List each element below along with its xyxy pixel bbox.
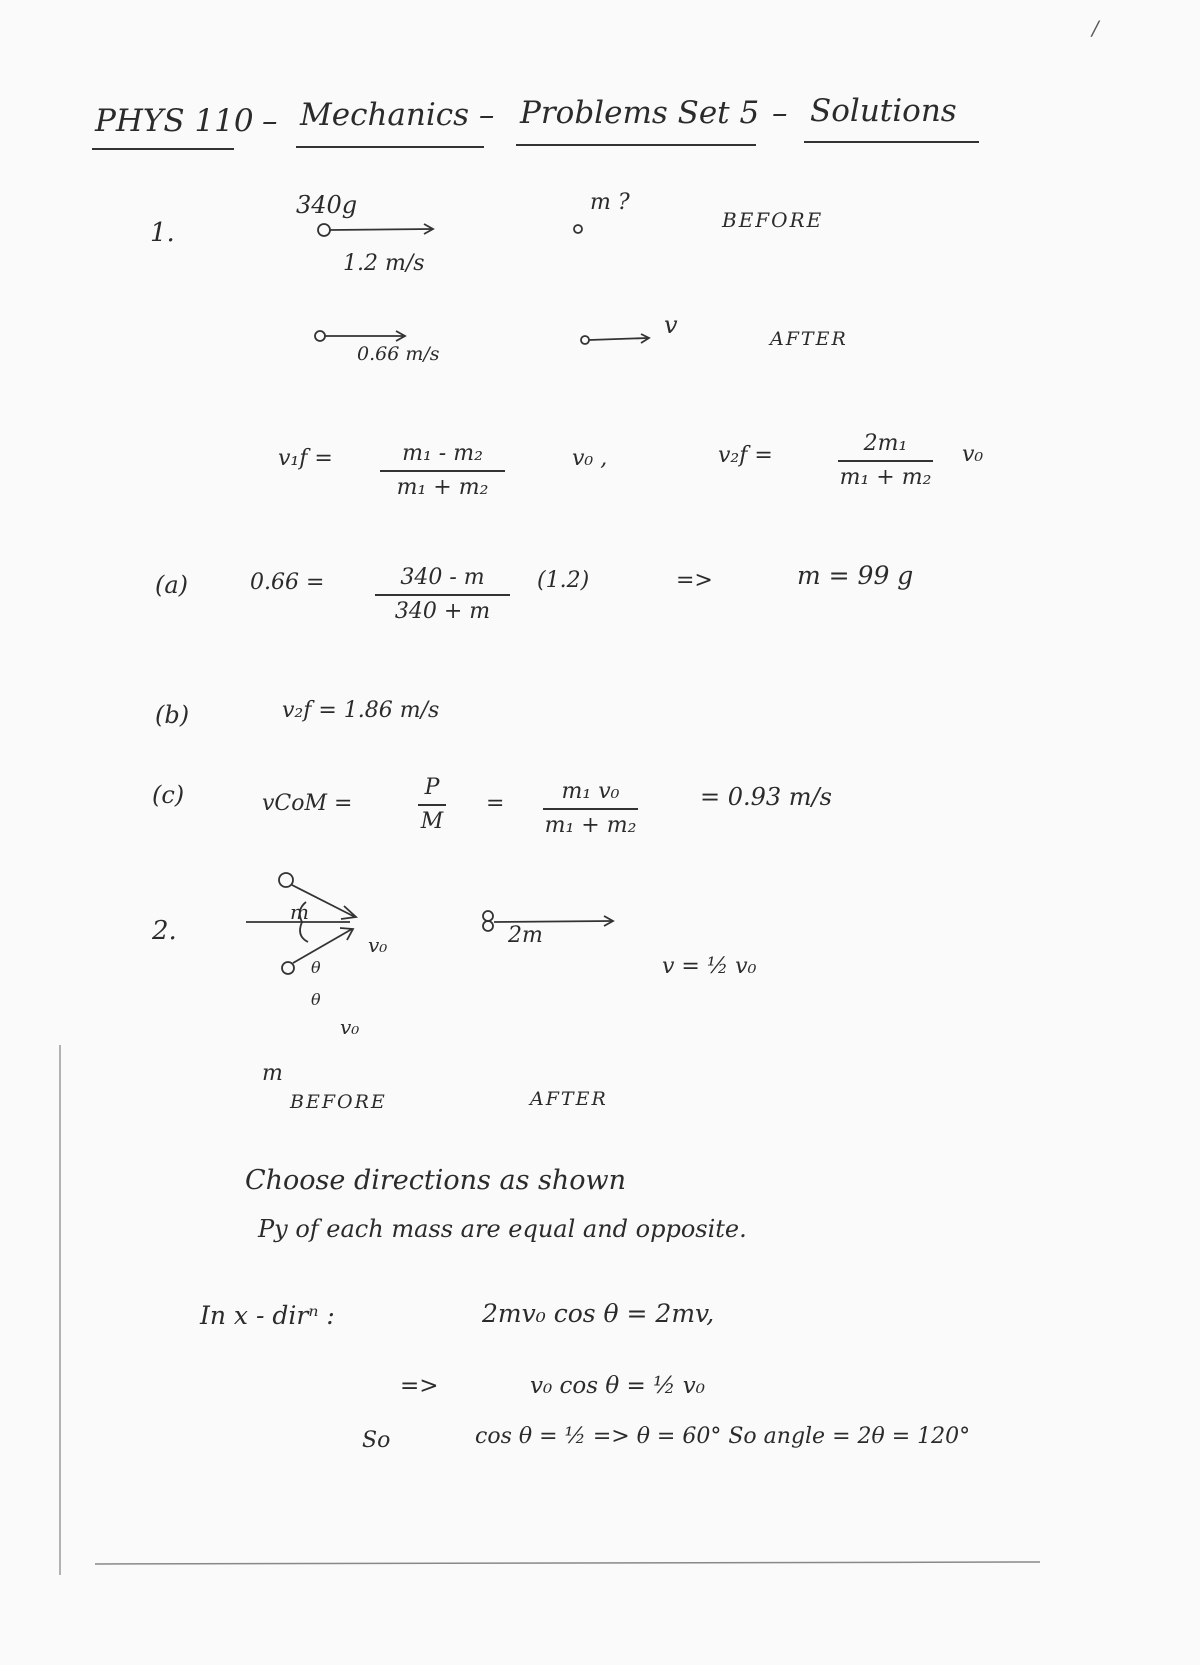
numerator: m₁ v₀ bbox=[561, 779, 620, 804]
ball-icon bbox=[483, 921, 493, 931]
denominator: m₁ + m₂ bbox=[396, 474, 489, 500]
numerator: m₁ - m₂ bbox=[402, 441, 483, 466]
unknown-mass-label: m ? bbox=[590, 190, 630, 215]
arrow-right-icon bbox=[330, 229, 432, 230]
formula-v1f-tail: v₀ , bbox=[572, 446, 608, 471]
mass-label: m bbox=[262, 1061, 283, 1086]
denominator: 340 + m bbox=[394, 598, 491, 624]
title-course: PHYS 110 bbox=[95, 103, 254, 139]
ball-icon bbox=[315, 331, 325, 341]
title-dash: – bbox=[262, 103, 278, 139]
part-c-equals: = bbox=[486, 791, 505, 816]
before-label: BEFORE bbox=[290, 1091, 387, 1113]
denominator: M bbox=[420, 808, 444, 834]
part-c-momentum-fraction bbox=[418, 777, 446, 833]
part-a-result: m = 99 g bbox=[797, 561, 914, 590]
equation-label: In x - dirⁿ : bbox=[200, 1301, 335, 1330]
part-label: (a) bbox=[155, 571, 189, 599]
part-c-fraction bbox=[543, 781, 638, 837]
implies-arrow: => bbox=[676, 568, 713, 593]
problem-number: 2. bbox=[152, 916, 177, 946]
angle-label: θ bbox=[311, 990, 321, 1009]
ball-icon bbox=[574, 225, 582, 233]
mass-label: 340g bbox=[296, 191, 358, 219]
mass-label: m bbox=[290, 900, 309, 924]
arrow-right-icon bbox=[589, 338, 648, 340]
equation: cos θ = ½ => θ = 60° So angle = 2θ = 120° bbox=[475, 1424, 971, 1449]
ball-icon bbox=[282, 962, 294, 974]
velocity-label: 0.66 m/s bbox=[357, 343, 440, 365]
ball-icon bbox=[279, 873, 293, 887]
numerator: P bbox=[424, 775, 440, 800]
after-label: AFTER bbox=[770, 328, 848, 350]
problem-number: 1. bbox=[150, 218, 175, 248]
formula-v2f-tail: v₀ bbox=[962, 442, 984, 467]
formula-v1f-fraction bbox=[380, 443, 505, 499]
part-label: (c) bbox=[152, 781, 185, 809]
explanation-line: Py of each mass are equal and opposite. bbox=[258, 1215, 747, 1243]
ball-icon bbox=[483, 911, 493, 921]
formula-v2f-lhs: v₂f = bbox=[718, 443, 773, 468]
part-label: (b) bbox=[155, 701, 190, 729]
formula-v1f-lhs: v₁f = bbox=[278, 446, 333, 471]
formula-v2f-fraction bbox=[838, 433, 933, 489]
part-c-result: = 0.93 m/s bbox=[700, 783, 832, 811]
numerator: 2m₁ bbox=[863, 431, 908, 456]
equation-label: So bbox=[362, 1428, 391, 1453]
numerator: 340 - m bbox=[400, 565, 485, 590]
part-a-lhs: 0.66 = bbox=[250, 570, 325, 595]
title-dash: – bbox=[772, 95, 788, 131]
part-b-expression: v₂f = 1.86 m/s bbox=[282, 698, 440, 723]
explanation-line: Choose directions as shown bbox=[245, 1165, 627, 1196]
velocity-label: 1.2 m/s bbox=[343, 251, 425, 276]
mass-label: 2m bbox=[508, 923, 543, 948]
ball-icon bbox=[581, 336, 589, 344]
title-problem-set: Problems Set 5 bbox=[520, 95, 760, 131]
part-c-lhs: vCoM = bbox=[262, 791, 353, 816]
corner-mark: / bbox=[1092, 16, 1099, 40]
divider bbox=[95, 1562, 1040, 1564]
denominator: m₁ + m₂ bbox=[839, 464, 932, 490]
part-a-fraction bbox=[375, 567, 510, 623]
arrow-icon bbox=[293, 929, 352, 963]
arrow-right-icon bbox=[494, 921, 612, 922]
velocity-label: v₀ bbox=[368, 933, 388, 957]
after-label: AFTER bbox=[530, 1088, 608, 1110]
title-topic: Mechanics – bbox=[300, 97, 495, 133]
velocity-label: v = ½ v₀ bbox=[662, 954, 757, 979]
angle-arc bbox=[300, 922, 308, 942]
before-label: BEFORE bbox=[722, 208, 824, 232]
implies-arrow: => bbox=[400, 1373, 439, 1399]
angle-label: θ bbox=[311, 958, 321, 977]
title-solutions: Solutions bbox=[810, 93, 957, 129]
velocity-label: v₀ bbox=[340, 1015, 360, 1039]
part-a-factor: (1.2) bbox=[537, 568, 590, 593]
arrowhead-icon bbox=[341, 906, 356, 919]
denominator: m₁ + m₂ bbox=[544, 812, 637, 838]
ball-icon bbox=[318, 224, 330, 236]
velocity-label: v bbox=[664, 311, 678, 339]
equation: 2mv₀ cos θ = 2mv, bbox=[482, 1299, 715, 1328]
equation: v₀ cos θ = ½ v₀ bbox=[530, 1373, 705, 1399]
